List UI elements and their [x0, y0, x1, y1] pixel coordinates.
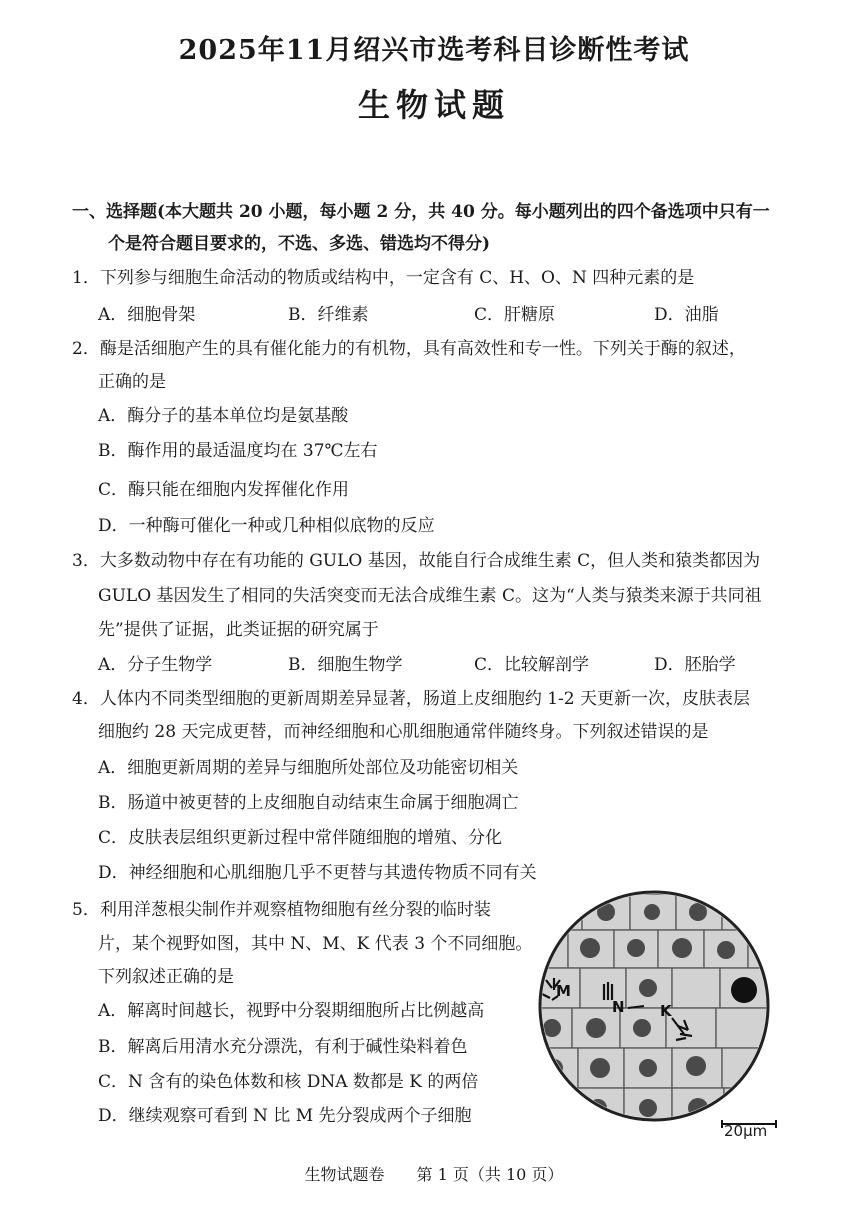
- q5-option-b: B．解离后用清水充分漂洗，有利于碱性染料着色: [98, 1037, 468, 1057]
- q5-option-d: D．继续观察可看到 N 比 M 先分裂成两个子细胞: [98, 1106, 472, 1126]
- q5-stem-line3: 下列叙述正确的是: [98, 967, 234, 987]
- q5-stem-line2: 片，某个视野如图，其中 N、M、K 代表 3 个不同细胞。: [98, 934, 533, 954]
- section-heading-line2: 个是符合题目要求的，不选、多选、错选均不得分): [108, 234, 491, 254]
- q2-option-c: C．酶只能在细胞内发挥催化作用: [98, 480, 350, 500]
- figure-label-m: M: [556, 982, 571, 1000]
- q1-stem: 1．下列参与细胞生命活动的物质或结构中，一定含有 C、H、O、N 四种元素的是: [72, 268, 695, 288]
- q5-stem-line1: 5．利用洋葱根尖制作并观察植物细胞有丝分裂的临时装: [72, 900, 491, 920]
- q3-option-a: A．分子生物学: [98, 655, 213, 675]
- q5-option-a: A．解离时间越长，视野中分裂期细胞所占比例越高: [98, 1001, 485, 1021]
- figure-label-n: N: [612, 998, 625, 1016]
- q1-option-d: D．油脂: [654, 305, 719, 325]
- q1-option-c: C．肝糖原: [474, 305, 556, 325]
- q5-option-c: C．N 含有的染色体数和核 DNA 数都是 K 的两倍: [98, 1072, 479, 1092]
- q3-option-c: C．比较解剖学: [474, 655, 590, 675]
- q3-option-b: B．细胞生物学: [288, 655, 403, 675]
- figure-label-k: K: [660, 1002, 672, 1020]
- q4-option-c: C．皮肤表层组织更新过程中常伴随细胞的增殖、分化: [98, 828, 503, 848]
- q2-option-b: B．酶作用的最适温度均在 37℃左右: [98, 441, 378, 461]
- page-footer: 生物试题卷 第 1 页（共 10 页）: [304, 1165, 564, 1184]
- q2-stem-line2: 正确的是: [98, 372, 166, 392]
- subject-title: 生物试题: [357, 86, 510, 124]
- q3-option-d: D．胚胎学: [654, 655, 736, 675]
- q4-option-b: B．肠道中被更替的上皮细胞自动结束生命属于细胞凋亡: [98, 793, 519, 813]
- exam-title: 2025年11月绍兴市选考科目诊断性考试: [178, 35, 690, 66]
- q1-option-a: A．细胞骨架: [98, 305, 196, 325]
- q3-stem-line1: 3．大多数动物中存在有功能的 GULO 基因，故能自行合成维生素 C，但人类和猿类都因为: [72, 551, 761, 571]
- q3-stem-line2: GULO 基因发生了相同的失活突变而无法合成维生素 C。这为“人类与猿类来源于共同祖: [98, 586, 762, 606]
- q2-option-a: A．酶分子的基本单位均是氨基酸: [98, 406, 349, 426]
- q4-option-d: D．神经细胞和心肌细胞几乎不更替与其遗传物质不同有关: [98, 863, 537, 883]
- q4-stem-line1: 4．人体内不同类型细胞的更新周期差异显著，肠道上皮细胞约 1-2 天更新一次，皮肤表层: [72, 689, 750, 709]
- microscope-field-figure: [528, 888, 780, 1140]
- q3-stem-line3: 先”提供了证据，此类证据的研究属于: [98, 620, 379, 640]
- section-heading-line1: 一、选择题(本大题共 20 小题，每小题 2 分，共 40 分。每小题列出的四个备选项中只有一: [72, 202, 770, 222]
- scale-bar-label: 20μm: [724, 1122, 768, 1140]
- cell-grid: [528, 894, 780, 1128]
- q4-option-a: A．细胞更新周期的差异与细胞所处部位及功能密切相关: [98, 758, 519, 778]
- q2-stem-line1: 2．酶是活细胞产生的具有催化能力的有机物，具有高效性和专一性。下列关于酶的叙述，: [72, 339, 746, 359]
- q4-stem-line2: 细胞约 28 天完成更替，而神经细胞和心肌细胞通常伴随终身。下列叙述错误的是: [98, 722, 709, 742]
- q1-option-b: B．纤维素: [288, 305, 369, 325]
- q2-option-d: D．一种酶可催化一种或几种相似底物的反应: [98, 516, 435, 536]
